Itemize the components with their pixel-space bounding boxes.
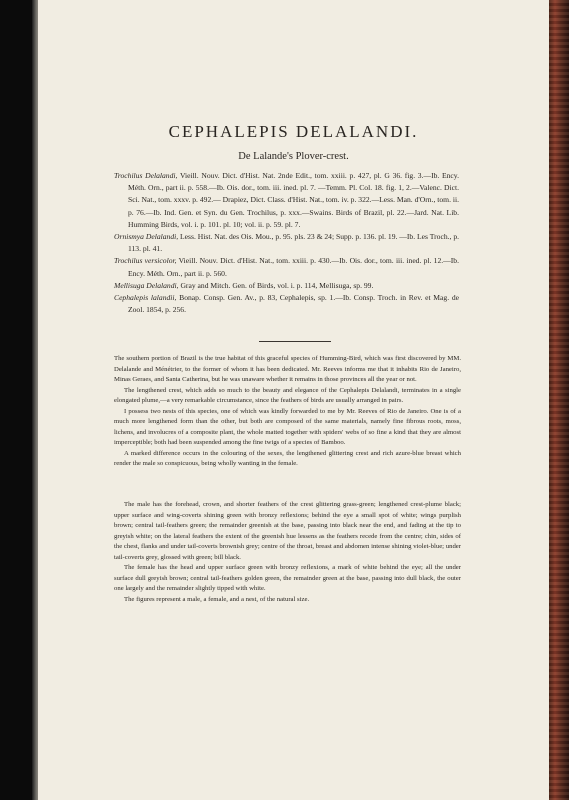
- body-paragraph: A marked difference occurs in the colouring of the sexes, the lengthened glittering crest and rich azure-blue breast which render the male so conspicuous, being wholly wanting in the female.: [114, 449, 461, 467]
- species-title: CEPHALEPIS DELALANDI.: [168, 122, 419, 141]
- body-paragraph: I possess two nests of this species, one of which was kindly forwarded to me by Mr. Reeves of Rio de Janeiro. One is of a much more lengthened form than the other, but both are composed of the same materials, namely fine fibrous roots, moss, lichens, and involucres of a composite plant, the whole matted together with spiders' webs of so fine a kind that they are almost imperceptible; both had been suspended among the fine twigs of a species of Bamboo.: [114, 407, 461, 446]
- body-text: [114, 354, 461, 470]
- synonym-entry: Cephalepis lalandii, Bonap. Consp. Gen. Av., p. 83, Cephalepis, sp. 1.—Ib. Consp. Troch. in Rev. et Mag. de Zool. 1854, p. 256.: [114, 293, 460, 315]
- description-paragraph: The figures represent a male, a female, and a nest, of the natural size.: [124, 595, 310, 603]
- common-name: De Lalande's Plover-crest.: [238, 151, 349, 162]
- synonymy-list: [114, 170, 459, 316]
- divider-rule: [259, 341, 331, 342]
- synonym-entry: Trochilus Delalandi, Vieill. Nouv. Dict. d'Hist. Nat. 2nde Edit., tom. xxiii. p. 427, pl. G 36. fig. 3.—Ib. Ency. Méth. Orn., part ii. p. 558.—Ib. Ois. dor., tom. iii. ined. pl. 7. —Temm. Pl. Col. 18. fig. 1, 2.—Valenc. Dict. Sci. Nat., tom. xxxv. p. 492.— Drapiez, Dict. Class. d'Hist. Nat., tom. iv. p. 322.—Less. Man. d'Orn., tom. ii. p. 76.—Ib. Ind. Gen. et Syn. du Gen. Trochilus, p. xxx.—Swains. Birds of Brazil, pl. 22.—Jard. Nat. Lib. Humming Birds, vol. i. p. 101. pl. 10; vol. ii. p. 59. pl. 7.: [114, 171, 459, 229]
- synonym-entry: Trochilus versicolor, Vieill. Nouv. Dict. d'Hist. Nat., tom. xxiii. p. 430.—Ib. Ois. dor., tom. iii. ined. pl. 12.—Ib. Ency. Méth. Orn., part ii. p. 560.: [114, 256, 459, 278]
- description-paragraph: The male has the forehead, crown, and shorter feathers of the crest glittering grass-green; lengthened crest-plume black; upper surface and wing-coverts shining green with bronzy reflexions; behind the eye a small spot of white; wings purplish brown; central tail-feathers green; the remainder greenish at the base, passing into black near the end, and fading at the tip to greyish white; on the lateral feathers the extent of the greenish hue lessens as the feathers recede from the centre; chin, sides of the chest, flanks and under tail-coverts brownish grey; centre of the throat, breast and abdomen intense shining violet-blue; under tail-coverts grey, glossed with green; bill black.: [114, 501, 461, 561]
- marbled-page-edge: [549, 0, 569, 800]
- description-text: [114, 500, 461, 605]
- description-paragraph: The female has the head and upper surface green with bronzy reflexions, a mark of white behind the eye; all the under surface dull greyish brown; central tail-feathers golden green, the remainder green at the base, passing into dull black, the outer one largely and the remainder slightly tipped with white.: [114, 564, 461, 592]
- synonym-entry: Mellisuga Delalandi, Gray and Mitch. Gen. of Birds, vol. i. p. 114, Mellisuga, sp. 99.: [114, 280, 374, 290]
- body-paragraph: The lengthened crest, which adds so much to the beauty and elegance of the Cephalepis Delalandi, terminates in a single elongated plume,—a very remarkable circumstance, since the feathers of birds are usually arranged in pairs.: [114, 386, 461, 404]
- synonym-entry: Ornismya Delalandi, Less. Hist. Nat. des Ois. Mou., p. 95. pls. 23 & 24; Supp. p. 136. pl. 19. —Ib. Les Troch., p. 113. pl. 41.: [114, 232, 460, 254]
- body-paragraph: The southern portion of Brazil is the true habitat of this graceful species of Humming-Bird, which was first discovered by MM. Delalande and Ménétrier, to the former of whom it has been dedicated. Mr. Reeves informs me that it inhabits Rio de Janeiro, Minas Geraes, and Santa Catherina, but he was unaware whether it remains in those provinces all the year or not.: [114, 355, 461, 383]
